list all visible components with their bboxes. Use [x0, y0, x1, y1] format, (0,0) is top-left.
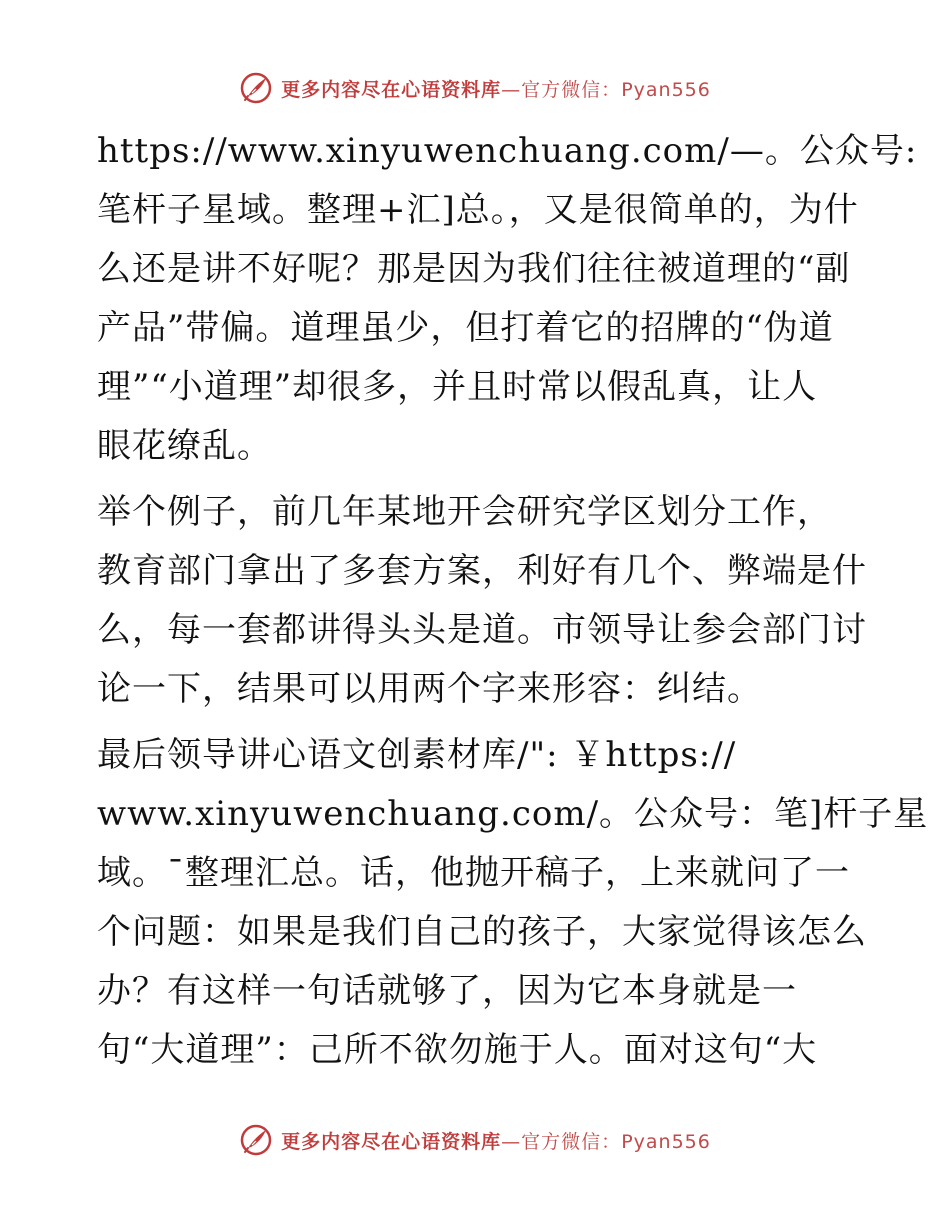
- paragraph-3: [97, 726, 929, 1080]
- text-line: 句“大道理”：己所不欲勿施于人。面对这句“大: [97, 1030, 818, 1070]
- text-line: 眼花缭乱。: [97, 426, 272, 466]
- text-line: 论一下，结果可以用两个字来形容：纠结。: [97, 669, 762, 709]
- header-wechat-id: Pyan556: [621, 78, 711, 101]
- paragraph-1: [97, 122, 918, 476]
- footer-wechat-label: 官方微信：: [521, 1130, 622, 1153]
- text-line: 最后领导讲心语文创素材库/": ￥https://: [97, 735, 737, 775]
- text-line: 办？有这样一句话就够了，因为它本身就是一: [97, 971, 797, 1011]
- text-line: 域。¯整理汇总。话，他抛开稿子，上来就问了一: [97, 853, 850, 893]
- text-line: 么还是讲不好呢？那是因为我们往往被道理的“副: [97, 249, 851, 289]
- document-body: [97, 122, 929, 1080]
- text-line: https://www.xinyuwenchuang.com/—。公众号:: [97, 131, 918, 171]
- header-watermark-banner: [0, 68, 950, 108]
- header-separator: —: [501, 78, 522, 101]
- text-line: 笔杆子星域。整理+汇]总。，又是很简单的，为什: [97, 190, 859, 230]
- header-banner-text: [281, 75, 711, 102]
- text-line: 个问题：如果是我们自己的孩子，大家觉得该怎么: [97, 912, 867, 952]
- text-line: 理”“小道理”却很多，并且时常以假乱真，让人: [97, 367, 818, 407]
- paragraph-gap: [97, 719, 857, 726]
- text-line: 教育部门拿出了多套方案，利好有几个、弊端是什: [97, 551, 867, 591]
- feather-logo-icon: [239, 1123, 273, 1157]
- text-line: 产品”带偏。道理虽少，但打着它的招牌的“伪道: [97, 308, 834, 348]
- text-line: 举个例子，前几年某地开会研究学区划分工作，: [97, 492, 832, 532]
- footer-wechat-id: Pyan556: [621, 1130, 711, 1153]
- paragraph-2: [97, 483, 867, 719]
- header-wechat-label: 官方微信：: [521, 78, 622, 101]
- header-brand-text: 更多内容尽在心语资料库: [281, 78, 502, 101]
- footer-separator: —: [501, 1130, 522, 1153]
- footer-watermark-banner: [0, 1120, 950, 1160]
- text-line: www.xinyuwenchuang.com/。公众号：笔]杆子星: [97, 794, 929, 834]
- text-line: 么，每一套都讲得头头是道。市领导让参会部门讨: [97, 610, 867, 650]
- paragraph-gap: [97, 476, 857, 483]
- feather-logo-icon: [239, 71, 273, 105]
- footer-banner-text: [281, 1127, 711, 1154]
- footer-brand-text: 更多内容尽在心语资料库: [281, 1130, 502, 1153]
